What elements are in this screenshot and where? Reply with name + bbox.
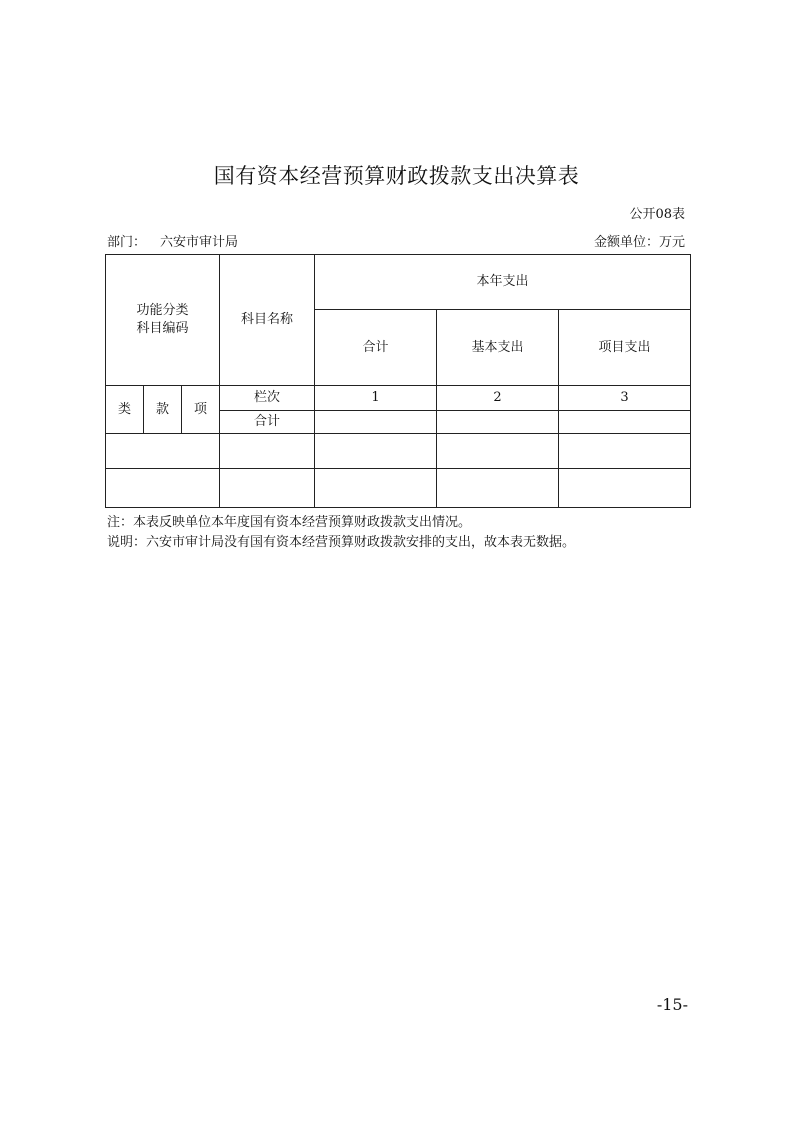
document-title: 国有资本经营预算财政拨款支出决算表 — [213, 164, 580, 188]
total-row-label: 合计 — [220, 411, 315, 434]
table-row — [106, 469, 691, 508]
table-cell — [437, 469, 559, 508]
table-cell — [220, 434, 315, 469]
department-label: 部门： — [107, 235, 147, 250]
total-row-basic — [437, 411, 559, 434]
department-name: 六安市审计局 — [160, 235, 239, 250]
expenditure-table — [105, 254, 691, 508]
total-row-project — [559, 411, 691, 434]
table-cell — [437, 434, 559, 469]
subject-name-header: 科目名称 — [220, 255, 315, 386]
table-cell — [559, 469, 691, 508]
table-cell — [106, 434, 220, 469]
table-cell — [315, 434, 437, 469]
column-number-2: 2 — [437, 386, 559, 411]
amount-unit: 金额单位：万元 — [593, 235, 685, 250]
table-cell — [315, 469, 437, 508]
func-class-label-line1: 功能分类 — [136, 303, 189, 319]
table-cell — [106, 469, 220, 508]
current-year-expenditure-header: 本年支出 — [315, 255, 691, 310]
column-index-label: 栏次 — [220, 386, 315, 411]
column-number-3: 3 — [559, 386, 691, 411]
table-explanation: 说明：六安市审计局没有国有资本经营预算财政拨款安排的支出，故本表无数据。 — [107, 535, 576, 550]
column-index-row — [106, 386, 691, 411]
notes-block — [107, 513, 575, 553]
table-note: 注：本表反映单位本年度国有资本经营预算财政拨款支出情况。 — [107, 515, 472, 530]
func-class-header — [106, 255, 220, 386]
form-code: 公开08表 — [629, 207, 685, 222]
table-row — [106, 434, 691, 469]
page-number: -15- — [656, 995, 688, 1014]
header-row-1 — [106, 255, 691, 310]
column-number-1: 1 — [315, 386, 437, 411]
func-class-label-line2: 科目编码 — [136, 321, 189, 336]
table-cell — [220, 469, 315, 508]
basic-expenditure-header: 基本支出 — [437, 310, 559, 386]
section-header: 款 — [144, 386, 182, 434]
total-header: 合计 — [315, 310, 437, 386]
total-row-total — [315, 411, 437, 434]
department-line — [107, 231, 238, 250]
table-cell — [559, 434, 691, 469]
category-header: 类 — [106, 386, 144, 434]
project-expenditure-header: 项目支出 — [559, 310, 691, 386]
item-header: 项 — [182, 386, 220, 434]
